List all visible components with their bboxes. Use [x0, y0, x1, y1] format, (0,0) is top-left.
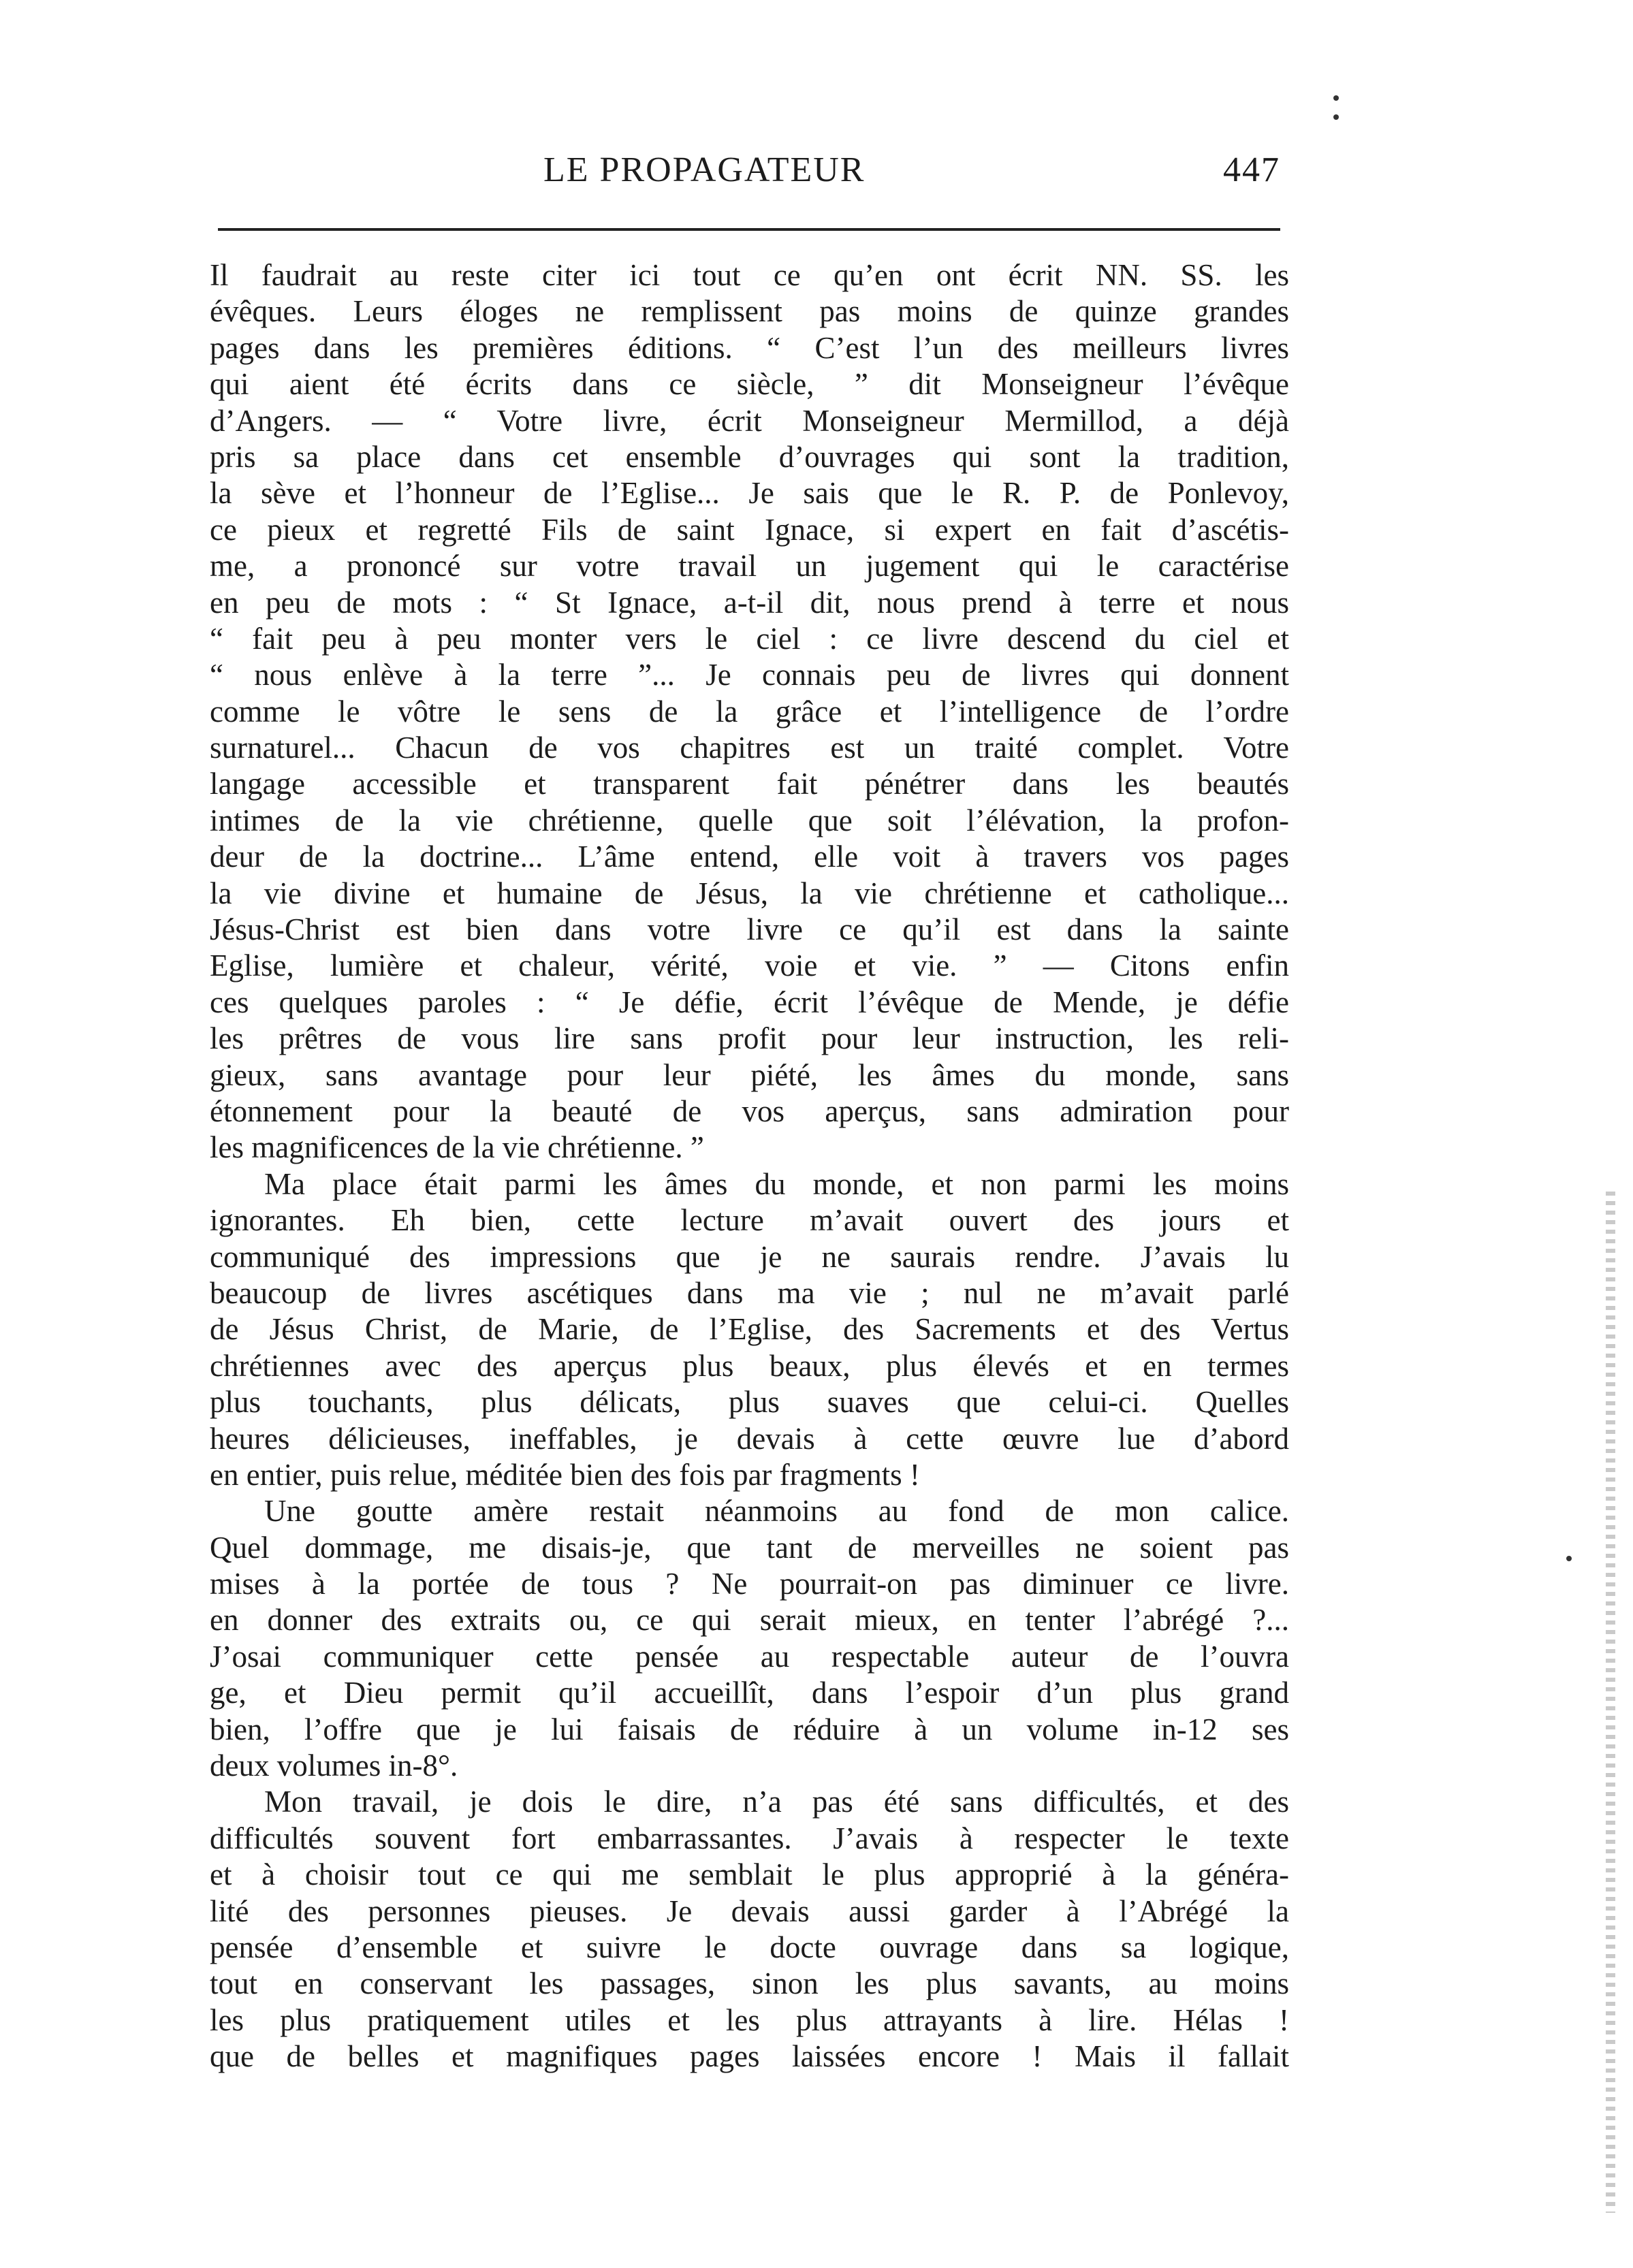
text-line: ge, et Dieu permit qu’il accueillît, dans l’espoir d’un plus grand — [210, 1676, 1289, 1710]
text-line: pensée d’ensemble et suivre le docte ouvrage dans sa logique, — [210, 1930, 1289, 1964]
text-line: me, a prononcé sur votre travail un jugement qui le caractérise — [210, 549, 1289, 584]
text-line: difficultés souvent fort embarrassantes. J’avais à respecter le texte — [210, 1821, 1289, 1855]
text-line: communiqué des impressions que je ne saurais rendre. J’avais lu — [210, 1239, 1289, 1274]
text-line: plus touchants, plus délicats, plus suaves que celui-ci. Quelles — [210, 1385, 1289, 1420]
text-line: que de belles et magnifiques pages laissées encore ! Mais il fallait — [210, 2039, 1289, 2074]
text-line: Ma place était parmi les âmes du monde, et non parmi les moins — [264, 1166, 1289, 1201]
text-line: lité des personnes pieuses. Je devais aussi garder à l’Abrégé la — [210, 1894, 1289, 1928]
text-line: Eglise, lumière et chaleur, vérité, voie et vie. ” — Citons enfin — [210, 948, 1289, 983]
text-line: d’Angers. — “ Votre livre, écrit Monseigneur Mermillod, a déjà — [210, 403, 1289, 438]
text-line: en donner des extraits ou, ce qui serait mieux, en tenter l’abrégé ?... — [210, 1603, 1289, 1638]
text-line: deur de la doctrine... L’âme entend, elle voit à travers vos pages — [210, 840, 1289, 874]
text-line: les plus pratiquement utiles et les plus attrayants à lire. Hélas ! — [210, 2002, 1289, 2037]
text-line: et à choisir tout ce qui me semblait le plus approprié à la généra- — [210, 1857, 1289, 1892]
text-line: en entier, puis relue, méditée bien des fois par fragments ! — [210, 1457, 920, 1492]
text-line: chrétiennes avec des aperçus plus beaux, plus élevés et en termes — [210, 1348, 1289, 1383]
text-line: Une goutte amère restait néanmoins au fond de mon calice. — [264, 1494, 1289, 1529]
text-line: mises à la portée de tous ? Ne pourrait-on pas diminuer ce livre. — [210, 1567, 1289, 1601]
scan-speck — [1566, 1556, 1572, 1561]
text-line: qui aient été écrits dans ce siècle, ” dit Monseigneur l’évêque — [210, 367, 1289, 402]
text-line: Il faudrait au reste citer ici tout ce qu’en ont écrit NN. SS. les — [210, 258, 1289, 292]
scan-speck — [1333, 114, 1339, 120]
text-line: ignorantes. Eh bien, cette lecture m’avait ouvert des jours et — [210, 1203, 1289, 1238]
text-line: en peu de mots : “ St Ignace, a-t-il dit, nous prend à terre et nous — [210, 585, 1289, 620]
text-line: “ nous enlève à la terre ”... Je connais peu de livres qui donnent — [210, 658, 1289, 692]
text-line: langage accessible et transparent fait pénétrer dans les beautés — [210, 767, 1289, 801]
scan-speck — [1333, 95, 1339, 101]
text-line: comme le vôtre le sens de la grâce et l’intelligence de l’ordre — [210, 694, 1289, 729]
scan-edge-artifact — [1606, 1192, 1615, 2213]
text-line: évêques. Leurs éloges ne remplissent pas moins de quinze grandes — [210, 294, 1289, 329]
text-line: Jésus-Christ est bien dans votre livre ce qu’il est dans la sainte — [210, 912, 1289, 947]
text-line: pages dans les premières éditions. “ C’est l’un des meilleurs livres — [210, 330, 1289, 365]
text-line: la vie divine et humaine de Jésus, la vie chrétienne et catholique... — [210, 876, 1289, 910]
text-line: Quel dommage, me disais-je, que tant de merveilles ne soient pas — [210, 1530, 1289, 1565]
text-line: les magnificences de la vie chrétienne. ” — [210, 1130, 704, 1165]
text-line: beaucoup de livres ascétiques dans ma vie ; nul ne m’avait parlé — [210, 1275, 1289, 1310]
text-line: la sève et l’honneur de l’Eglise... Je sais que le R. P. de Ponlevoy, — [210, 476, 1289, 511]
page-number: 447 — [1223, 150, 1280, 189]
text-line: J’osai communiquer cette pensée au respectable auteur de l’ouvra — [210, 1639, 1289, 1674]
text-line: bien, l’offre que je lui faisais de réduire à un volume in-12 ses — [210, 1712, 1289, 1746]
text-line: étonnement pour la beauté de vos aperçus, sans admiration pour — [210, 1093, 1289, 1128]
text-line: les prêtres de vous lire sans profit pour leur instruction, les reli- — [210, 1021, 1289, 1056]
header-rule — [218, 228, 1280, 231]
body-text — [210, 257, 1289, 2075]
text-line: tout en conservant les passages, sinon les plus savants, au moins — [210, 1966, 1289, 2001]
running-title: LE PROPAGATEUR — [543, 150, 866, 189]
text-line: de Jésus Christ, de Marie, de l’Eglise, des Sacrements et des Vertus — [210, 1312, 1289, 1347]
text-line: deux volumes in-8°. — [210, 1748, 458, 1783]
text-line: “ fait peu à peu monter vers le ciel : ce livre descend du ciel et — [210, 621, 1289, 656]
text-line: ces quelques paroles : “ Je défie, écrit l’évêque de Mende, je défie — [210, 985, 1289, 1019]
running-header — [218, 150, 1280, 204]
text-line: heures délicieuses, ineffables, je devais à cette œuvre lue d’abord — [210, 1421, 1289, 1456]
text-line: ce pieux et regretté Fils de saint Ignace, si expert en fait d’ascétis- — [210, 512, 1289, 547]
text-line: pris sa place dans cet ensemble d’ouvrages qui sont la tradition, — [210, 439, 1289, 474]
text-line: Mon travail, je dois le dire, n’a pas été sans difficultés, et des — [264, 1785, 1289, 1819]
text-line: surnaturel... Chacun de vos chapitres est un traité complet. Votre — [210, 731, 1289, 765]
text-line: gieux, sans avantage pour leur piété, les âmes du monde, sans — [210, 1057, 1289, 1092]
text-line: intimes de la vie chrétienne, quelle que soit l’élévation, la profon- — [210, 803, 1289, 837]
